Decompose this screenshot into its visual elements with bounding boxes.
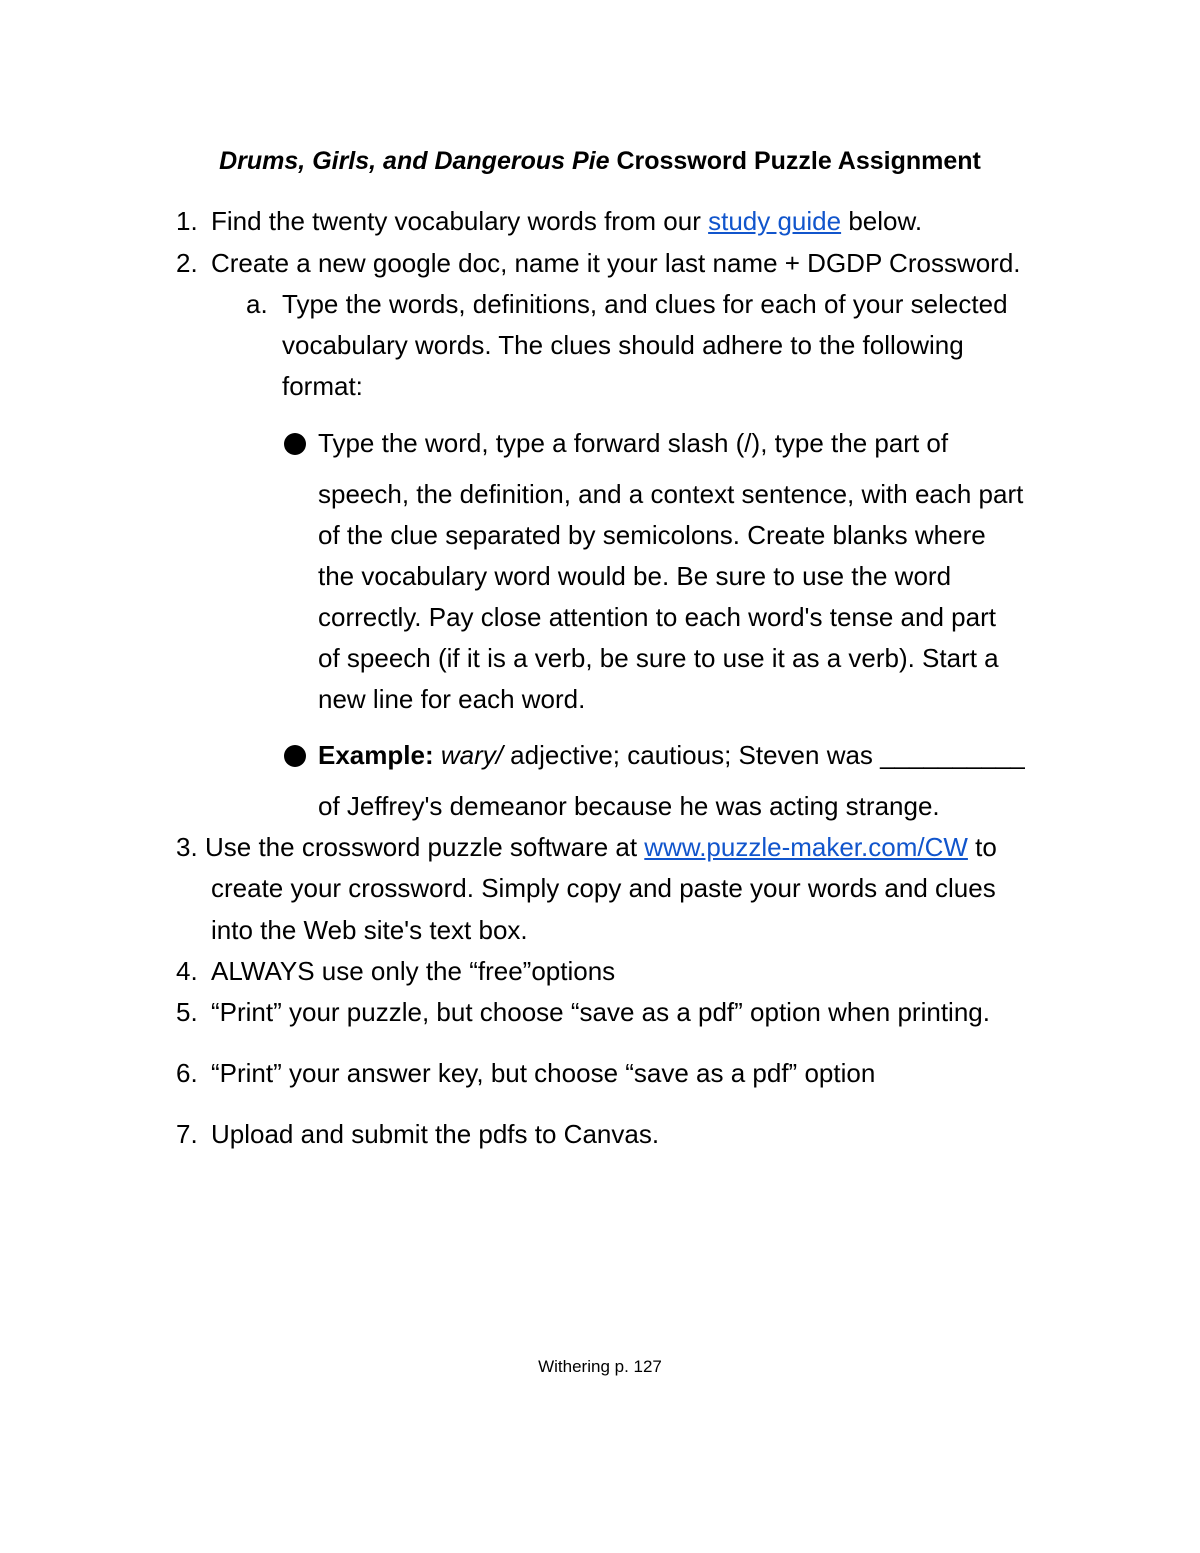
bullet-1-line-6: of speech (if it is a verb, be sure to use it as a verb). Start a bbox=[318, 643, 999, 673]
item-2-text: Create a new google doc, name it your last name + DGDP Crossword. bbox=[211, 248, 1021, 278]
item-5-number: 5. bbox=[176, 997, 198, 1027]
example-line-1 bbox=[318, 738, 1025, 772]
item-2a-line-1: Type the words, definitions, and clues for each of your selected bbox=[282, 289, 1008, 319]
item-3-line-1 bbox=[205, 830, 997, 864]
item-7-number: 7. bbox=[176, 1119, 198, 1149]
example-word: wary/ bbox=[433, 740, 503, 770]
item-6-text: “Print” your answer key, but choose “save as a pdf” option bbox=[211, 1058, 876, 1088]
page-footer: Withering p. 127 bbox=[538, 1357, 662, 1376]
item-1-text bbox=[211, 204, 922, 238]
item-3-line-3: into the Web site's text box. bbox=[211, 915, 528, 945]
item-6-number: 6. bbox=[176, 1058, 198, 1088]
item-1-text-after: below. bbox=[841, 206, 923, 236]
item-2a-line-3: format: bbox=[282, 371, 363, 401]
item-2a-letter: a. bbox=[246, 289, 268, 319]
bullet-1-line-7: new line for each word. bbox=[318, 684, 586, 714]
item-1-number: 1. bbox=[176, 206, 198, 236]
title-rest: Crossword Puzzle Assignment bbox=[609, 147, 981, 175]
bullet-1-line-2: speech, the definition, and a context sentence, with each part bbox=[318, 479, 1024, 509]
bullet-icon bbox=[284, 433, 306, 455]
example-rest: adjective; cautious; Steven was __________ bbox=[502, 740, 1025, 770]
item-4-text: ALWAYS use only the “free”options bbox=[211, 956, 616, 986]
bullet-1-line-3: of the clue separated by semicolons. Create blanks where bbox=[318, 520, 986, 550]
example-label: Example: bbox=[318, 740, 434, 770]
bullet-icon bbox=[284, 745, 306, 767]
item-3-text-after: to bbox=[967, 832, 997, 862]
item-4-number: 4. bbox=[176, 956, 198, 986]
item-2a-line-2: vocabulary words. The clues should adhere to the following bbox=[282, 330, 964, 360]
example-line-2: of Jeffrey's demeanor because he was acting strange. bbox=[318, 791, 940, 821]
bullet-1-line-5: correctly. Pay close attention to each word's tense and part bbox=[318, 602, 996, 632]
item-3-number: 3. bbox=[176, 832, 198, 862]
item-7-text: Upload and submit the pdfs to Canvas. bbox=[211, 1119, 660, 1149]
bullet-1-line-1: Type the word, type a forward slash (/), type the part of bbox=[318, 428, 949, 458]
item-5-text: “Print” your puzzle, but choose “save as a pdf” option when printing. bbox=[211, 997, 990, 1027]
puzzle-maker-link[interactable]: www.puzzle-maker.com/CW bbox=[644, 832, 968, 862]
item-2-number: 2. bbox=[176, 248, 198, 278]
study-guide-link[interactable]: study guide bbox=[708, 206, 842, 236]
title-book-name: Drums, Girls, and Dangerous Pie bbox=[219, 147, 610, 175]
page-title bbox=[0, 144, 1200, 178]
item-1-text-before: Find the twenty vocabulary words from our bbox=[211, 206, 709, 236]
item-3-text-before: Use the crossword puzzle software at bbox=[205, 832, 645, 862]
item-3-line-2: create your crossword. Simply copy and paste your words and clues bbox=[211, 873, 996, 903]
bullet-1-line-4: the vocabulary word would be. Be sure to use the word bbox=[318, 561, 952, 591]
